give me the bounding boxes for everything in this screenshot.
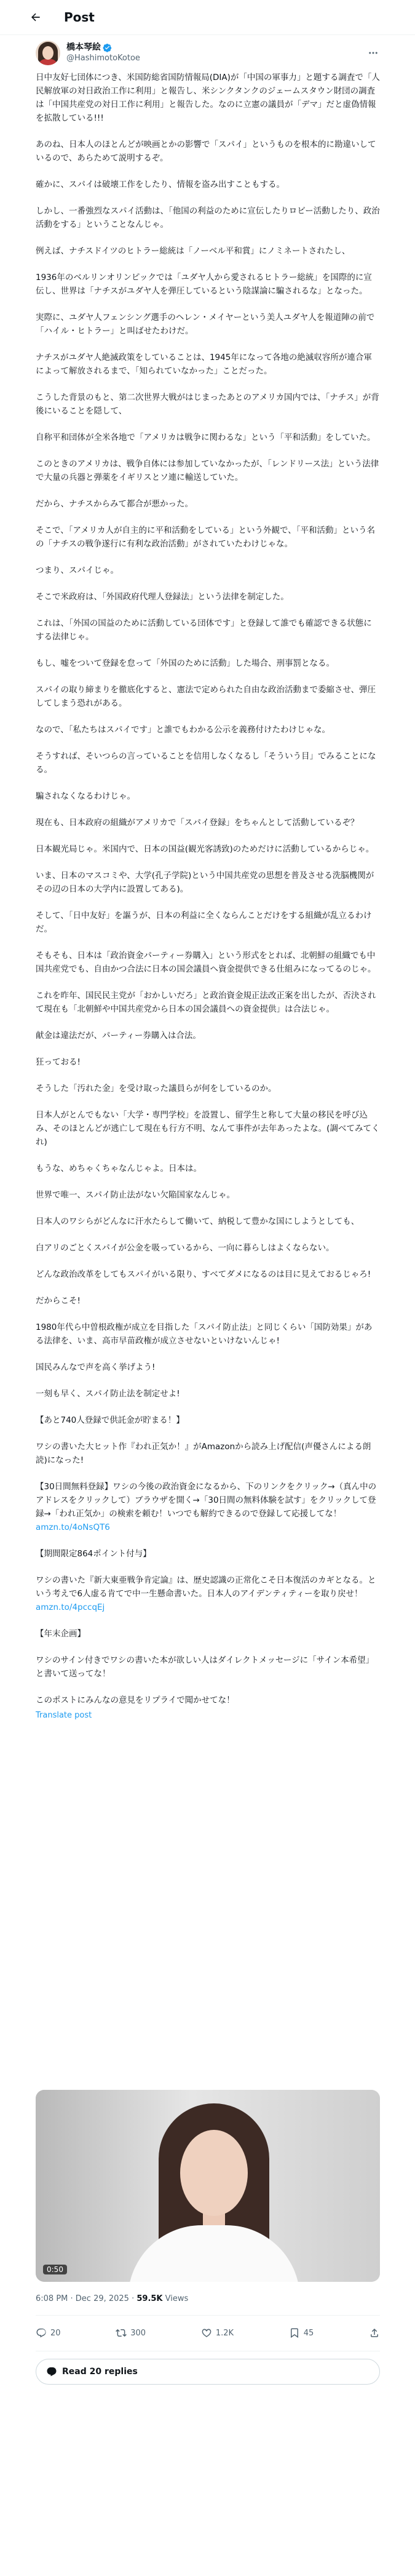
post-paragraph: ナチスがユダヤ人絶滅政策をしていることは、1945年になって各地の絶滅収容所が連合軍によって解放されるまで、「知られていなかった」ことだった。 [36,353,372,376]
post-paragraph: 【あと740人登録で供託金が貯まる！】 [36,1415,184,1425]
post-paragraph: いま、日本のマスコミや、大学(孔子学院)という中国共産党の思想を普及させる洗脳機関がその辺の日本の大学内に設置してある)。 [36,871,374,894]
post-paragraph: 国民みんなで声を高く挙げよう! [36,1362,156,1372]
divider [36,2315,380,2316]
view-count: 59.5K [136,2294,163,2303]
post-paragraph: 確かに、スパイは破壊工作をしたり、情報を盗み出すこともする。 [36,180,285,190]
post-paragraph: 日本人がとんでもない「大学・専門学校」を設置し、留学生と称して大量の移民を呼び込み、そのほとんどが逃亡して現在も行方不明、なんて事件が去年あったよな。(調べてみてくれ) [36,1110,380,1147]
read-replies-label: Read 20 replies [62,2367,138,2377]
reply-bubble-icon [46,2366,57,2377]
more-options-button[interactable] [366,46,380,60]
post-paragraph: 一刻も早く、スパイ防止法を制定せよ! [36,1389,180,1399]
post-paragraph: 騙されなくなるわけじゃ。 [36,791,135,801]
post-paragraph: 【年末企画】 [36,1629,85,1639]
repost-button[interactable] [116,2327,146,2338]
post-paragraph: ワシの書いた『新大東亜戦争肯定論』は、歴史認識の正常化こそ日本復活のカギとなる。という考えで6人虚る肯てで中一生懸命書いた。日本人のアイデンティティーを取り戻せ！ [36,1575,376,1599]
avatar[interactable] [36,41,60,65]
post-paragraph: なので、「私たちはスパイです」と誰でもわかる公示を義務付けたわけじゃな。 [36,725,330,735]
repost-icon [116,2327,127,2338]
share-icon [369,2327,380,2338]
amazon-link-2[interactable]: amzn.to/4pccqEj [36,1602,105,1612]
read-replies-button[interactable] [36,2359,380,2385]
post-paragraph: だから、ナチスからみて都合が悪かった。 [36,499,193,509]
amazon-link-1[interactable]: amzn.to/4oNsQT6 [36,1522,110,1532]
post-paragraph: 世界で唯一、スパイ防止法がない欠陥国家なんじゃ。 [36,1190,235,1200]
post-paragraph: これは、「外国の国益のために活動している団体です」と登録して誰でも確認できる状態にする法律じゃ。 [36,618,372,642]
repost-count: 300 [130,2328,146,2338]
like-count: 1.2K [215,2328,234,2338]
author-row [36,38,380,68]
post-paragraph: 1936年のベルリンオリンピックでは「ユダヤ人から愛されるヒトラー総統」を国際的に宣伝し、世界は「ナチスがユダヤ人を弾圧しているという陰謀論に騙されるな」となった。 [36,273,372,296]
post-paragraph: そこで米政府は、「外国政府代理人登録法」という法律を制定した。 [36,592,289,602]
post-paragraph: そうすれば、そいつらの言っていることを信用しなくなるし「そういう目」でみることになる。 [36,751,376,775]
share-button[interactable] [369,2327,380,2338]
post-paragraph: こうした背景のもと、第二次世界大戦がはじまったあとのアメリカ国内では、「ナチス」が背後にいることを隠して、 [36,393,379,416]
post-paragraph: 実際に、ユダヤ人フェンシング選手のヘレン・メイヤーという美人ユダヤ人を報道陣の前で「ハイル・ヒトラー」と叫ばせたわけだ。 [36,313,375,336]
post-paragraph: スパイの取り締まりを徹底化すると、憲法で定められた自由な政治活動まで委縮させ、弾圧してしまう恐れがある。 [36,685,376,708]
post-paragraph: 1980年代ら中曽根政権が成立を目指した「スパイ防止法」と同じくらい「国防効果」がある法律を、いま、高市早苗政権が成立させないといけないんじゃ! [36,1322,373,1346]
post-paragraph: 【30日間無料登録】ワシの今後の政治資金になるから、下のリンクをクリック→（真ん中のアドレスをクリックして）ブラウザを開く→「30日間の無料体験を試す」をクリックして登録→「われ正気か」の検索を頼む！いつでも解約できるので登録して応援してな！ [36,1482,377,1519]
more-dots-icon [368,47,379,58]
bookmark-button[interactable] [289,2327,314,2338]
reply-count: 20 [50,2328,61,2338]
post-paragraph: そこで、「アメリカ人が自主的に平和活動をしている」という外観で、「平和活動」という名の「ナチスの戦争遂行に有利な政治活動」がされていたわけじゃな。 [36,526,376,549]
post-paragraph: このポストにみんなの意見をリプライで聞かせてな！ [36,1695,235,1705]
post-paragraph: だからこそ! [36,1296,81,1306]
post-paragraph: このときのアメリカは、戦争自体には参加していなかったが、「レンドリース法」という法律で大量の兵器と弾薬をイギリスとソ連に輸送していた。 [36,459,379,482]
post-paragraph: 白アリのごとくスパイが公金を吸っているから、一向に暮らしはよくならない。 [36,1243,334,1253]
post-paragraph: ワシの書いた大ヒット作『われ正気か！』がAmazonから読み上げ配信(声優さんによる朗読)になった! [36,1442,371,1465]
video-player[interactable] [36,2090,380,2282]
like-button[interactable] [201,2327,234,2338]
post-paragraph: もうな、めちゃくちゃなんじゃよ。日本は。 [36,1164,202,1174]
post-paragraph: あのね、日本人のほとんどが映画とかの影響で「スパイ」というものを根本的に勘違いしているので、あらためて説明するぞ。 [36,140,376,163]
top-bar [0,0,415,35]
arrow-left-icon [30,11,42,23]
post-meta [36,2294,380,2303]
post-paragraph: そうした「汚れた金」を受け取った議員らが何をしているのか。 [36,1084,277,1094]
post-paragraph: ワシのサイン付きでワシの書いた本が欲しい人はダイレクトメッセージに「サイン本希望」と書いて送ってな！ [36,1655,374,1679]
post-paragraph: 日本観光局じゃ。米国内で、日本の国益(観光客誘致)のためだけに活動しているからじゃ。 [36,844,374,854]
translate-post-link[interactable]: Translate post [36,1711,92,1720]
post-paragraph: そして、「日中友好」を謳うが、日本の利益に全くならんことだけをする組織が乱立るわけだ。 [36,911,372,934]
reply-icon [36,2327,47,2338]
post-paragraph: 現在も、日本政府の組織がアメリカで「スパイ登録」をちゃんとして活動しているぞ？ [36,818,359,828]
post-paragraph: しかし、一番強烈なスパイ活動は、「他国の利益のために宣伝したりロビー活動したり、政治活動をする」ということなんじゃ。 [36,206,380,230]
heart-icon [201,2327,212,2338]
bookmark-icon [289,2327,300,2338]
post-text [36,71,380,1722]
video-duration: 0:50 [43,2265,67,2274]
views-label: Views [162,2294,189,2303]
post-paragraph: 献金は違法だが、パーティー券購入は合法。 [36,1031,201,1041]
post-paragraph: そもそも、日本は「政治資金パーティー券購入」という形式をとれば、北朝鮮の組織でも中国共産党でも、自由かつ合法に日本の国会議員へ資金提供できる仕組みになってるのじゃ。 [36,951,376,974]
post-paragraph: 自称平和団体が全米各地で「アメリカは戦争に関わるな」という「平和活動」をしていた。 [36,433,376,442]
post-paragraph: もし、嘘をついて登録を怠って「外国のために活動」した場合、刑事罰となる。 [36,658,334,668]
author-name[interactable]: 橋本琴絵 [66,42,101,52]
post-paragraph: どんな政治改革をしてもスパイがいる限り、すべてダメになるのは目に見えておるじゃろ! [36,1270,371,1279]
reply-button[interactable] [36,2327,61,2338]
bookmark-count: 45 [303,2328,314,2338]
author-names [66,42,140,63]
post-paragraph: 例えば、ナチスドイツのヒトラー総統は「ノーベル平和賞」にノミネートされたし、 [36,246,350,256]
post-paragraph: 日中友好七団体につき、米国防総省国防情報局(DIA)が「中国の軍事力」と題する調査で「人民解放軍の対日政治工作に利用」と報告し、米シンクタンクのジェームスタウン財団の調査は「中国共産党の対日工作に利用」と報告した。なのに立憲の議員が「デマ」だと虚偽情報を拡散している!!! [36,73,380,123]
author-handle[interactable]: @HashimotoKotoe [66,54,140,63]
post-paragraph: 日本人のワシらがどんなに汗水たらして働いて、納税して豊かな国にしようとしても、 [36,1217,360,1226]
post-timestamp[interactable]: 6:08 PM · Dec 29, 2025 · [36,2294,137,2303]
post-paragraph: 【期間限定864ポイント付与】 [36,1549,151,1559]
post-paragraph: 狂っておる! [36,1057,81,1067]
verified-badge-icon [103,43,112,52]
post-paragraph: これを昨年、国民民主党が「おかしいだろ」と政治資金規正法改正案を出したが、否決されて現在も「北朝鮮や中国共産党から日本の国会議員への資金提供」は合法じゃ。 [36,991,376,1014]
page-title: Post [64,10,95,25]
action-bar [36,2324,380,2342]
back-button[interactable] [23,5,48,30]
post-paragraph: つまり、スパイじゃ。 [36,566,119,575]
